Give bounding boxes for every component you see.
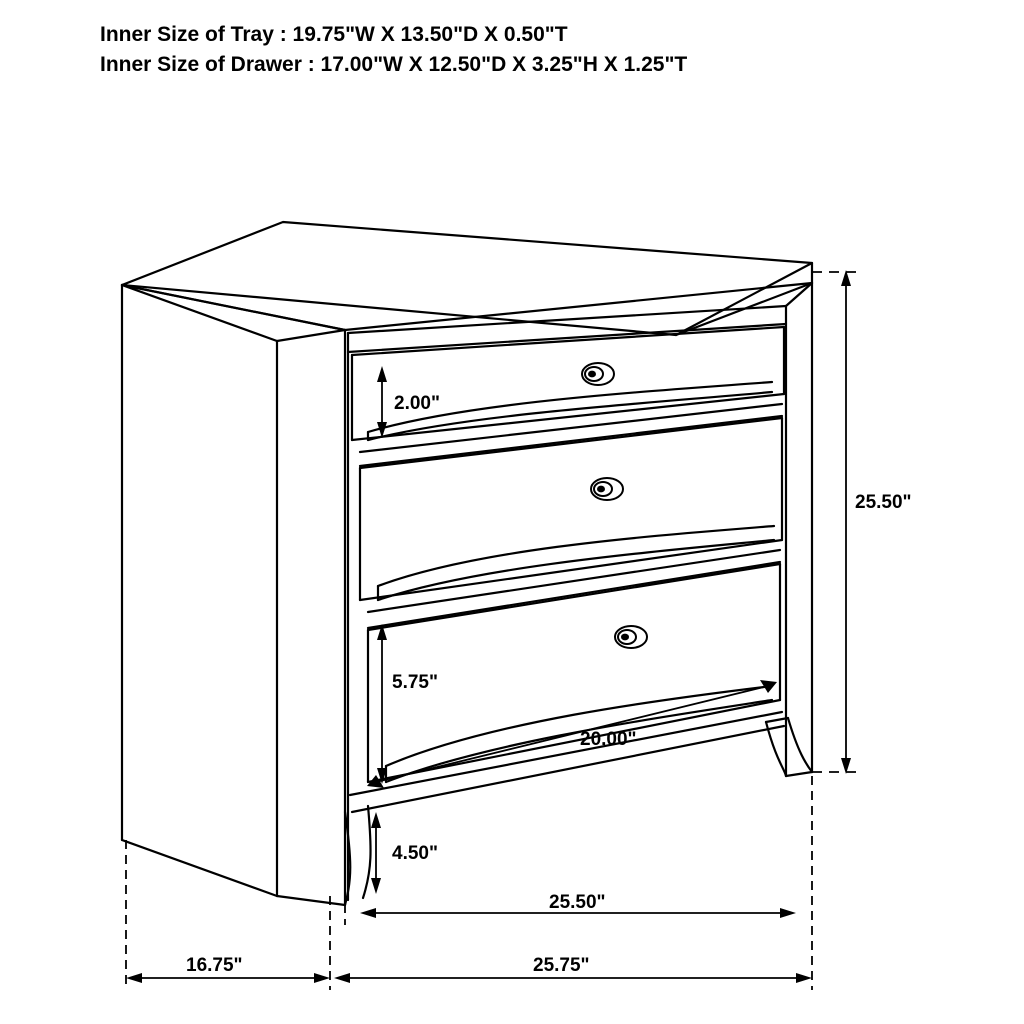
dimension-arrowheads [126,270,851,983]
cabinet-top-surface [122,222,812,335]
dim-label-lower-drawer-height: 5.75" [392,672,438,693]
spec-line-drawer: Inner Size of Drawer : 17.00"W X 12.50"D X 3.25"H X 1.25"T [100,53,688,77]
spec-line-tray: Inner Size of Tray : 19.75"W X 13.50"D X 0.50"T [100,23,568,46]
dimension-lines [126,272,858,990]
dim-label-overall-width: 25.75" [533,955,590,976]
round-drawer-knob [582,363,614,385]
cabinet-front-left-stile [277,330,348,905]
dim-label-overall-height: 25.50" [855,492,912,513]
cabinet-legs [345,718,812,905]
dim-label-front-face-width: 25.50" [549,892,606,913]
dim-label-drawer-front-width: 20.00" [580,729,637,750]
dim-label-leg-height: 4.50" [392,843,438,864]
round-drawer-knob [615,626,647,648]
cabinet-front-top-rail [348,306,786,352]
dim-label-top-drawer-height: 2.00" [394,393,440,414]
cabinet-bottom-rail [350,712,784,812]
cabinet-left-side-panel [122,285,277,896]
round-drawer-knob [591,478,623,500]
dim-label-side-depth: 16.75" [186,955,243,976]
cabinet-front-right-stile [786,283,812,776]
